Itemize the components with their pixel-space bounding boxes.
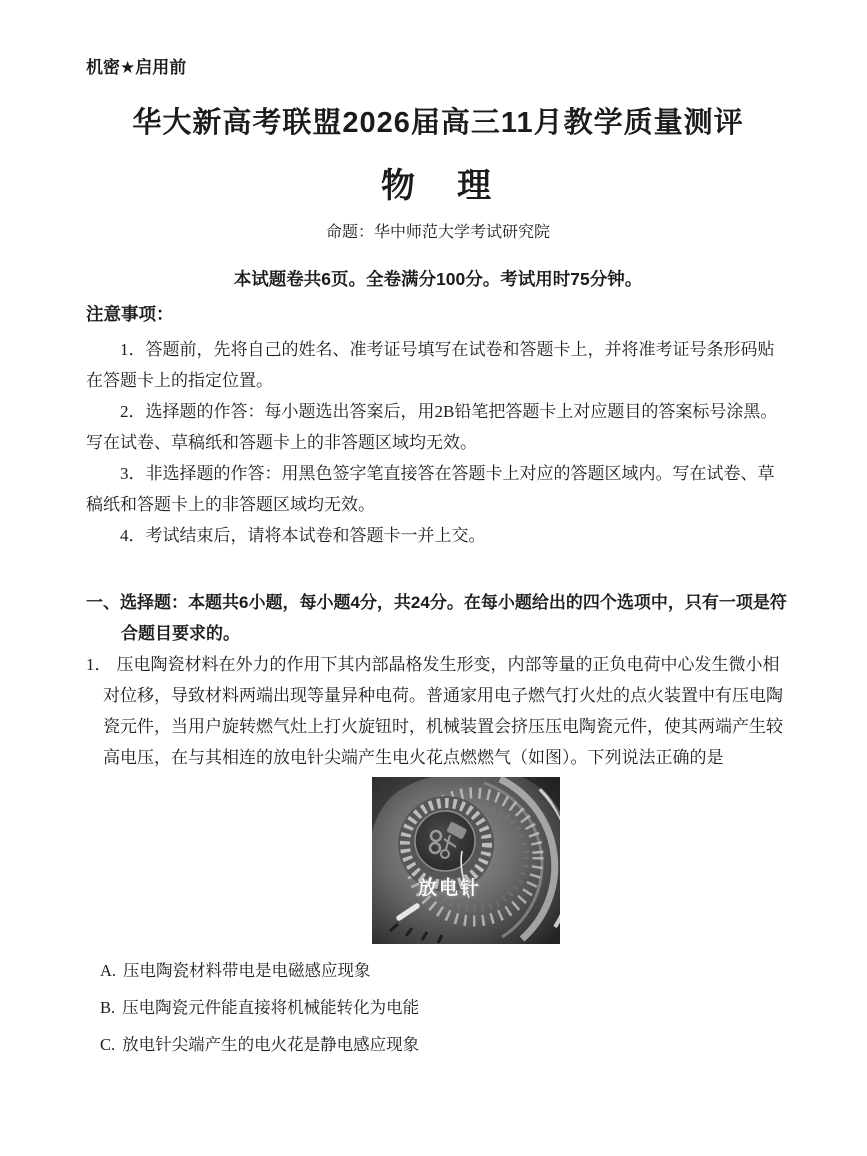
option-a xyxy=(100,952,790,989)
option-c-key: C. xyxy=(100,1035,116,1054)
exam-title: 华大新高考联盟2026届高三11月教学质量测评 xyxy=(132,107,744,139)
option-b-text: 压电陶瓷元件能直接将机械能转化为电能 xyxy=(122,998,420,1017)
question-1-number: 1． xyxy=(86,655,112,674)
option-c-text: 放电针尖端产生的电火花是静电感应现象 xyxy=(122,1035,420,1054)
notice-item-4: 4．考试结束后，请将本试卷和答题卡一并上交。 xyxy=(120,526,486,545)
notice-item-2: 2．选择题的作答：每小题选出答案后，用2B铅笔把答题卡上对应题目的答案标号涂黑。写在试卷、草稿纸和答题卡上的非答题区域均无效。 xyxy=(86,402,778,452)
exam-info-line: 本试题卷共6页。全卷满分100分。考试用时75分钟。 xyxy=(233,269,643,289)
option-c xyxy=(100,1026,790,1063)
option-b-key: B. xyxy=(100,998,116,1017)
notice-item-3: 3．非选择题的作答：用黑色签字笔直接答在答题卡上对应的答题区域内。写在试卷、草稿纸和答题卡上的非答题区域均无效。 xyxy=(86,464,775,514)
option-b xyxy=(100,989,790,1026)
subject-title: 物 理 xyxy=(381,167,495,205)
question-1-options xyxy=(100,952,790,1063)
figure-burner-photo xyxy=(372,777,560,944)
question-1-text: 压电陶瓷材料在外力的作用下其内部晶格发生形变，内部等量的正负电荷中心发生微小相对位移，导致材料两端出现等量异种电荷。普通家用电子燃气打火灶的点火装置中有压电陶瓷元件，当用户旋转燃气灶上打火旋钮时，机械装置会挤压压电陶瓷元件，使其两端产生较高电压，在与其相连的放电针尖端产生电火花点燃燃气（如图）。下列说法正确的是 xyxy=(103,655,783,767)
section-1-header: 一、选择题：本题共6小题，每小题4分，共24分。在每小题给出的四个选项中，只有一项是符合题目要求的。 xyxy=(86,593,787,643)
proposer-line: 命题：华中师范大学考试研究院 xyxy=(325,224,550,241)
burner-photo-graphic xyxy=(372,777,560,944)
secrecy-marking: 机密★启用前 xyxy=(86,58,187,77)
discharge-needle-label: 放电针 xyxy=(418,878,482,899)
option-a-key: A. xyxy=(100,961,117,980)
notice-title: 注意事项： xyxy=(86,304,174,324)
notice-item-1: 1．答题前，先将自己的姓名、准考证号填写在试卷和答题卡上，并将准考证号条形码贴在答题卡上的指定位置。 xyxy=(86,340,775,390)
question-1 xyxy=(86,649,790,773)
option-a-text: 压电陶瓷材料带电是电磁感应现象 xyxy=(123,961,371,980)
